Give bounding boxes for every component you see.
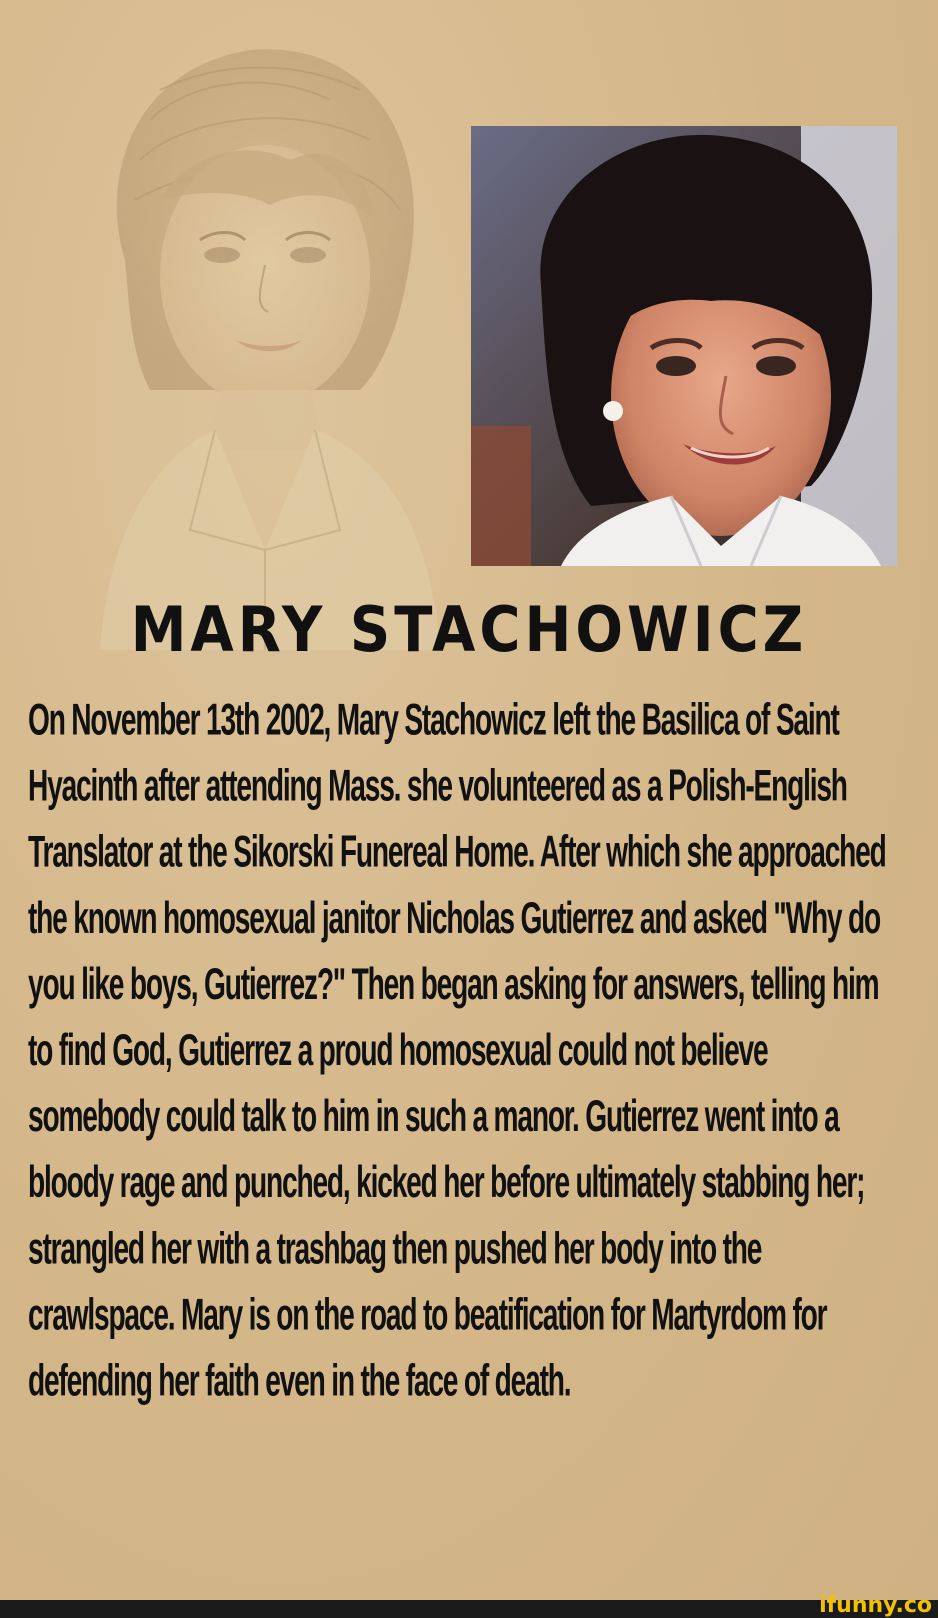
portrait-photo (471, 126, 897, 566)
page-title: MARY STACHOWICZ (130, 593, 808, 667)
ifunny-watermark: ifunny.co (819, 1593, 932, 1618)
footer-bar (0, 1600, 938, 1618)
story-text: On November 13th 2002, Mary Stachowicz left the Basilica of Saint Hyacinth after attending Mass. she volunteered as a Polish-English Translator at the Sikorski Funereal Home. After which she approached the known homosexual janitor Nicholas Gutierrez and asked "Why do you like boys, Gutierrez?" Then began asking for answers, telling him to find God, Gutierrez a proud homosexual could not believe somebody could talk to him in such a manor. Gutierrez went into a bloody rage and punched, kicked her before ultimately stabbing her; strangled her with a trashbag then pushed her body into the crawlspace. Mary is on the road to beatification for Martyrdom for defending her faith even in the face of death. (28, 696, 886, 1407)
sketch-portrait (40, 30, 480, 650)
